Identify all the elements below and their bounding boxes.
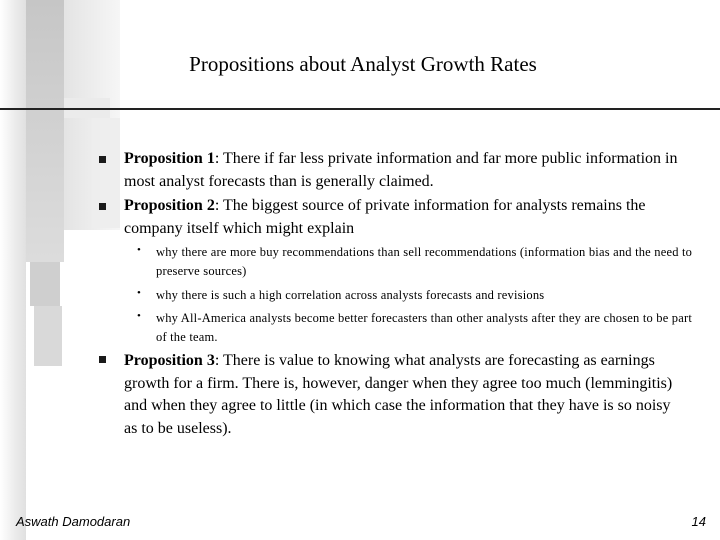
square-bullet-icon: [99, 156, 106, 163]
decor-block: [34, 306, 62, 366]
dot-bullet-icon: •: [137, 310, 141, 322]
footer-author: Aswath Damodaran: [16, 514, 131, 529]
proposition-text: : There is value to knowing what analysts are forecasting as earnings growth for a firm. There is, however, danger when they agree too much (lemmingitis) and when they agree to little (in which case the information that they have is so noisy as to be useless).: [124, 352, 673, 437]
page-number: 14: [691, 514, 706, 529]
dot-bullet-icon: •: [137, 244, 141, 256]
proposition-label: Proposition 3: [124, 352, 215, 369]
proposition-label: Proposition 1: [124, 150, 215, 167]
proposition-label: Proposition 2: [124, 197, 215, 214]
title-divider: [0, 108, 720, 110]
sub-item: why All-America analysts become better forecasters than other analysts after they are chosen to be part of the team.: [156, 311, 693, 344]
proposition-1: [124, 148, 694, 193]
decor-block: [30, 262, 60, 306]
decor-block: [26, 0, 64, 262]
slide-title: Propositions about Analyst Growth Rates: [189, 52, 537, 76]
sub-item: why there are more buy recommendations than sell recommendations (information bias and the need to preserve sources): [156, 245, 693, 278]
square-bullet-icon: [99, 203, 106, 210]
dot-bullet-icon: •: [137, 287, 141, 299]
proposition-3: [124, 350, 674, 440]
square-bullet-icon: [99, 356, 106, 363]
proposition-2: [124, 195, 694, 240]
proposition-text: : There if far less private information and far more public information in most analyst forecasts than is generally claimed.: [124, 150, 678, 190]
sub-item: why there is such a high correlation across analysts forecasts and revisions: [156, 288, 545, 302]
proposition-text: : The biggest source of private information for analysts remains the company itself which might explain: [124, 197, 646, 237]
decor-block: [0, 0, 26, 540]
decor-block: [92, 118, 120, 228]
